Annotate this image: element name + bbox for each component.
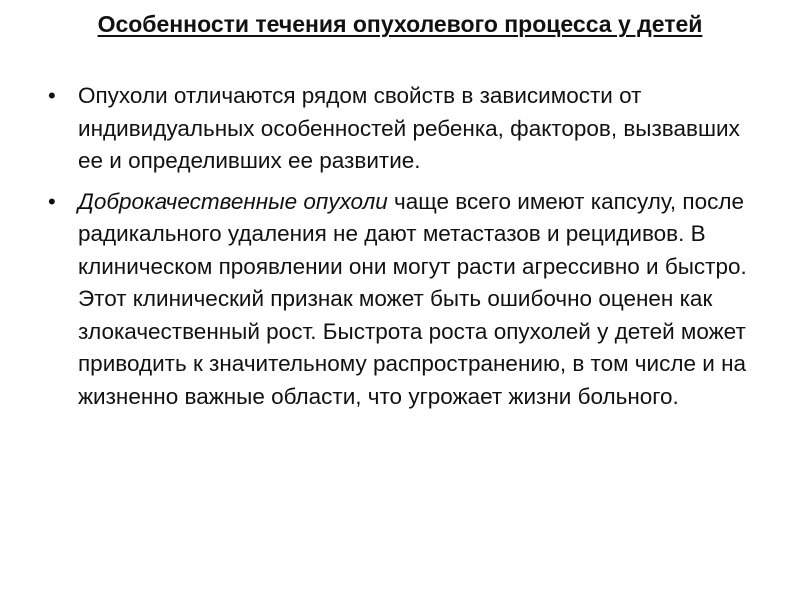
bullet-dot-icon: • (48, 83, 56, 108)
bullet-dot-icon: • (48, 188, 56, 214)
bullet-item (48, 186, 763, 414)
bullet-item (48, 80, 763, 178)
bullet-italic-term: Доброкачественные опухоли (78, 188, 388, 214)
bullet-text: Опухоли отличаются рядом свойств в зависимости от индивидуальных особенностей ребенка, факторов, вызвавших ее и определивших ее развитие. (78, 83, 740, 173)
bullet-list (48, 80, 763, 421)
bullet-text: чаще всего имеют капсулу, после радикального удаления не дают метастазов и рецидивов. В клиническом проявлении они могут расти агрессивно и быстро. Этот клинический признак может быть ошибочно оценен как злокачественный рост. Быстрота роста опухолей у детей может приводить к значительному распространению, в том числе и на жизненно важные области, что угрожает жизни больного. (78, 188, 747, 409)
slide-title: Особенности течения опухолевого процесса у детей (97, 11, 703, 37)
